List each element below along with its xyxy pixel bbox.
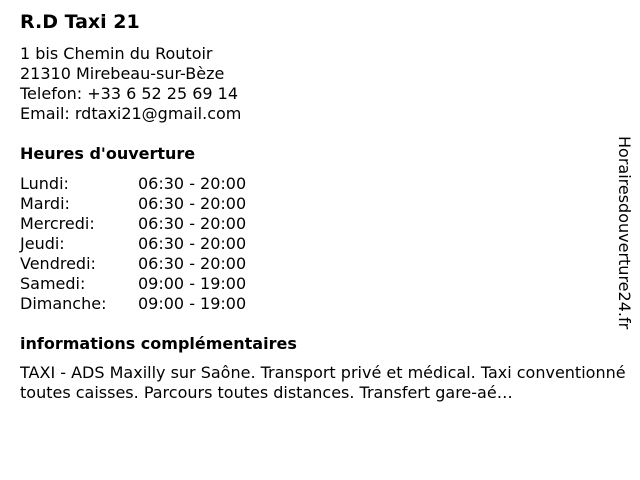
hours-time: 06:30 - 20:00 (138, 194, 247, 213)
hours-row-saturday (20, 274, 246, 294)
phone-line: Telefon: +33 6 52 25 69 14 (20, 84, 239, 103)
hours-row-sunday (20, 294, 246, 314)
address-line-1: 1 bis Chemin du Routoir (20, 44, 213, 63)
hours-day: Mercredi: (20, 214, 95, 233)
contact-block (20, 44, 241, 124)
hours-day: Vendredi: (20, 254, 96, 273)
hours-row-tuesday (20, 194, 246, 214)
hours-day: Dimanche: (20, 294, 107, 313)
additional-info-heading: informations complémentaires (20, 334, 297, 353)
site-watermark: Horairesdouverture24.fr (615, 136, 634, 330)
hours-day: Samedi: (20, 274, 86, 293)
email-line: Email: rdtaxi21@gmail.com (20, 104, 242, 123)
hours-row-wednesday (20, 214, 246, 234)
hours-day: Lundi: (20, 174, 69, 193)
address-line-2: 21310 Mirebeau-sur-Bèze (20, 64, 225, 83)
hours-time: 06:30 - 20:00 (138, 174, 247, 193)
hours-day: Jeudi: (20, 234, 65, 253)
hours-time: 06:30 - 20:00 (138, 234, 247, 253)
additional-info-text: TAXI - ADS Maxilly sur Saône. Transport privé et médical. Taxi conventionné toutes caisses. Parcours toutes distances. Transfert gare-aé… (20, 363, 626, 402)
hours-row-monday (20, 174, 246, 194)
hours-row-friday (20, 254, 246, 274)
business-name: R.D Taxi 21 (20, 11, 140, 33)
opening-hours-table (20, 174, 246, 314)
hours-row-thursday (20, 234, 246, 254)
hours-day: Mardi: (20, 194, 70, 213)
hours-time: 06:30 - 20:00 (138, 214, 247, 233)
hours-time: 09:00 - 19:00 (138, 294, 247, 313)
hours-time: 09:00 - 19:00 (138, 274, 247, 293)
hours-time: 06:30 - 20:00 (138, 254, 247, 273)
opening-hours-heading: Heures d'ouverture (20, 144, 196, 163)
